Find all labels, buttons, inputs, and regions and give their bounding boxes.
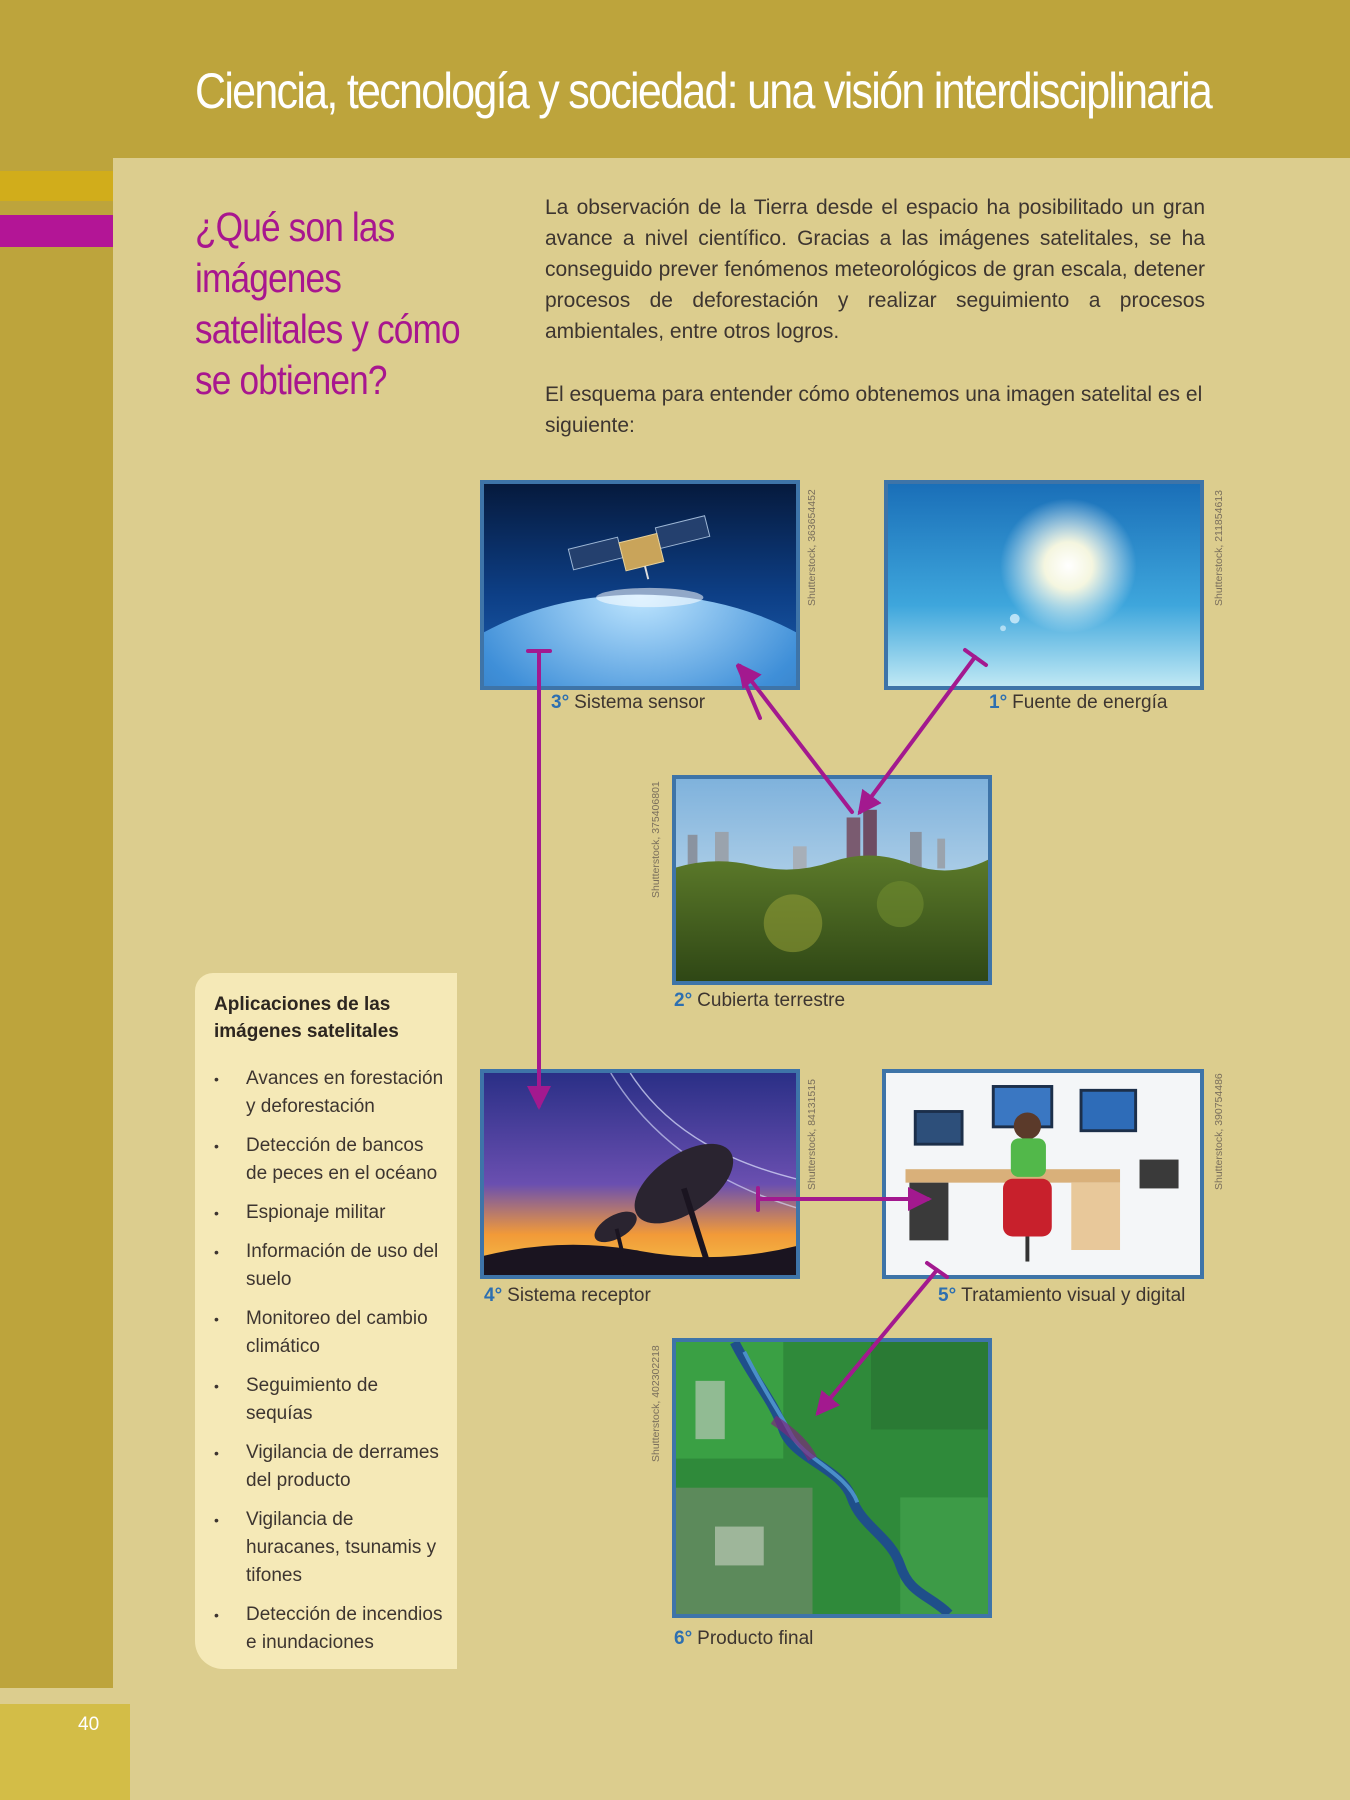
list-item (214, 1305, 449, 1361)
bullet-icon: • (214, 1607, 219, 1623)
list-item (214, 1065, 449, 1121)
step-number: 1° (989, 692, 1008, 713)
step-number: 3° (551, 692, 570, 713)
bullet-icon: • (214, 1311, 219, 1327)
step-number: 6° (674, 1628, 693, 1649)
step-label: Sistema receptor (507, 1285, 651, 1306)
list-item (214, 1506, 449, 1590)
list-item-text: Vigilancia de derrames del producto (246, 1442, 439, 1491)
scheme-intro-paragraph: El esquema para entender cómo obtenemos una imagen satelital es el siguiente: (545, 383, 1203, 437)
applications-box (195, 973, 457, 1669)
credit-text: Shutterstock, 390754486 (1213, 1073, 1225, 1190)
step-number: 4° (484, 1285, 503, 1306)
credit-text: Shutterstock, 84131515 (806, 1079, 818, 1190)
list-item-text: Vigilancia de huracanes, tsunamis y tifones (246, 1509, 437, 1586)
step-6-caption (674, 1628, 813, 1650)
photo-final-product (672, 1338, 992, 1618)
applications-list (214, 1065, 449, 1657)
credit-text: Shutterstock, 402302218 (650, 1345, 662, 1462)
step-2-caption (674, 990, 845, 1012)
bullet-icon: • (214, 1205, 219, 1221)
credit-text: Shutterstock, 211854613 (1213, 490, 1225, 606)
credit-text: Shutterstock, 375406801 (650, 781, 662, 898)
list-item (214, 1372, 449, 1428)
bullet-icon: • (214, 1378, 219, 1394)
list-item (214, 1199, 449, 1227)
step-label: Producto final (697, 1628, 814, 1649)
list-item-text: Avances en forestación y deforestación (246, 1068, 444, 1117)
step-4-caption (484, 1285, 651, 1307)
magenta-stripe (0, 215, 113, 247)
list-item-text: Espionaje militar (246, 1202, 386, 1223)
bullet-icon: • (214, 1244, 219, 1260)
photo-land-cover (672, 775, 992, 985)
photo-receiver (480, 1069, 800, 1279)
list-item-text: Monitoreo del cambio climático (246, 1308, 428, 1357)
page-number: 40 (78, 1714, 100, 1735)
list-item-text: Detección de bancos de peces en el océano (246, 1135, 438, 1184)
step-3-caption (551, 692, 705, 714)
step-1-caption (989, 692, 1167, 714)
page-number-tab (0, 1704, 130, 1800)
bullet-icon: • (214, 1138, 219, 1154)
left-margin-bar (0, 158, 113, 1688)
photo-satellite (480, 480, 800, 690)
page-title: Ciencia, tecnología y sociedad: una visión interdisciplinaria (195, 63, 1212, 119)
list-item (214, 1132, 449, 1188)
intro-paragraph: La observación de la Tierra desde el espacio ha posibilitado un gran avance a nivel científico. Gracias a las imágenes satelitales, se ha conseguido prever fenómenos meteorológicos de gran escala, detener procesos de deforestación y realizar seguimiento a procesos ambientales, entre otros logros. (545, 196, 1205, 343)
list-item-text: Detección de incendios e inundaciones (246, 1604, 443, 1653)
section-question: ¿Qué son las imágenes satelitales y cómo se obtienen? (195, 204, 460, 403)
gold-stripe (0, 171, 113, 201)
photo-processing (882, 1069, 1204, 1279)
list-item-text: Información de uso del suelo (246, 1241, 439, 1290)
step-label: Fuente de energía (1012, 692, 1168, 713)
credit-text: Shutterstock, 363654452 (806, 489, 818, 606)
list-item (214, 1238, 449, 1294)
bullet-icon: • (214, 1512, 219, 1528)
step-label: Sistema sensor (574, 692, 706, 713)
step-5-caption (938, 1285, 1185, 1307)
step-number: 2° (674, 990, 693, 1011)
step-label: Tratamiento visual y digital (961, 1285, 1186, 1306)
list-item (214, 1439, 449, 1495)
step-number: 5° (938, 1285, 957, 1306)
bullet-icon: • (214, 1445, 219, 1461)
step-label: Cubierta terrestre (697, 990, 846, 1011)
bullet-icon: • (214, 1071, 219, 1087)
photo-sun (884, 480, 1204, 690)
list-item (214, 1601, 449, 1657)
applications-title: Aplicaciones de las imágenes satelitales (214, 994, 399, 1042)
list-item-text: Seguimiento de sequías (246, 1375, 379, 1424)
